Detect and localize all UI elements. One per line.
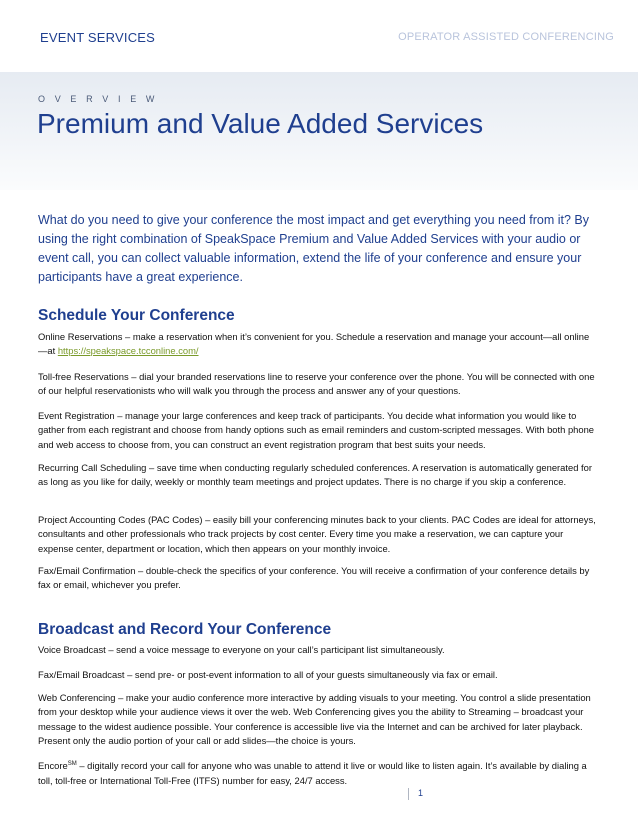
encore-text: – digitally record your call for anyone who was unable to attend it live or would like to listen again. It’s available by dialing a toll, toll-free or International Toll-Free (ITFS) number for easy, 24/7 access. xyxy=(38,760,587,786)
fax-broadcast-paragraph: Fax/Email Broadcast – send pre- or post-event information to all of your guests simultaneously via fax or email. xyxy=(38,669,498,680)
pac-paragraph: Project Accounting Codes (PAC Codes) – easily bill your conferencing minutes back to your clients. PAC Codes are ideal for attorneys, consultants and other professionals who track projects by cost center. Every time you make a reservation, we can capture your expense center, department or location, which then appears on your monthly invoice. xyxy=(38,514,596,554)
intro-paragraph: What do you need to give your conference the most impact and get everything you need from it? By using the right combination of SpeakSpace Premium and Value Added Services with your audio or event call, you can collect valuable information, extend the life of your conference and ensure your participants have a great experience. xyxy=(38,213,590,284)
fax-confirmation-paragraph: Fax/Email Confirmation – double-check the specifics of your conference. You will receive a confirmation of your conference details by fax or email, whichever you prefer. xyxy=(38,565,590,591)
page-title: Premium and Value Added Services xyxy=(37,108,484,139)
reservation-link[interactable]: https://speakspace.tcconline.com/ xyxy=(57,345,199,357)
online-reservations-paragraph xyxy=(38,330,598,359)
recurring-paragraph: Recurring Call Scheduling – save time when conducting regularly scheduled conferences. A reservation is automatically generated for as long as you like for daily, weekly or monthly team meetings and project updates. There is no charge if you skip a conference. xyxy=(38,462,592,488)
schedule-heading: Schedule Your Conference xyxy=(38,307,235,324)
broadcast-heading: Broadcast and Record Your Conference xyxy=(38,621,332,638)
encore-paragraph xyxy=(38,757,598,788)
brand-label: EVENT SERVICES xyxy=(40,30,156,45)
online-reservations-text: Online Reservations – make a reservation when it’s convenient for you. Schedule a reservation and manage your account—all online—at xyxy=(38,331,590,357)
header-tagline: OPERATOR ASSISTED CONFERENCING xyxy=(398,31,614,43)
section-kicker: O V E R V I E W xyxy=(38,94,159,104)
registration-paragraph: Event Registration – manage your large conferences and keep track of participants. You decide what information you would like to gather from each registrant and choose from handy options such as email reminders and custom-scripted messages. With both phone and web access to choose from, you can construct an event registration program that best suits your needs. xyxy=(38,410,595,450)
tollfree-paragraph: Toll-free Reservations – dial your branded reservations line to reserve your conference over the phone. You will be connected with one of our helpful reservationists who will walk you through the process and answer any of your questions. xyxy=(38,371,595,397)
page-header xyxy=(0,0,638,72)
service-mark: SM xyxy=(67,761,77,767)
encore-name: Encore xyxy=(38,760,68,772)
page-number: 1 xyxy=(408,788,423,800)
web-conferencing-paragraph: Web Conferencing – make your audio conference more interactive by adding visuals to your meeting. You control a slide presentation from your desktop while your audience views it over the web. Web Conferencing gives you the ability to Streaming – broadcast your message to the widest audience possible. Your conference is accessible live via the Internet and can be archived for later playback. Present only the audio portion of your call or add slides—the choice is yours. xyxy=(38,692,591,747)
voice-broadcast-paragraph: Voice Broadcast – send a voice message to everyone on your call’s participant list simultaneously. xyxy=(38,644,445,655)
